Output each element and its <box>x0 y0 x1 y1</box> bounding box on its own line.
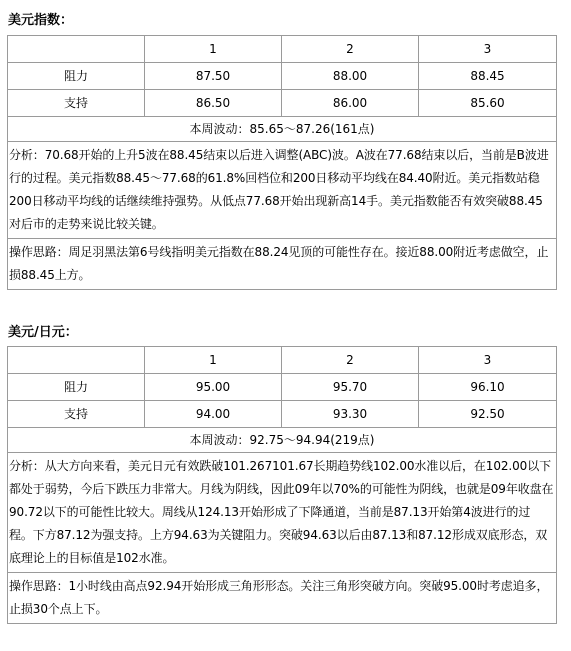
support-value-2: 86.00 <box>282 90 419 117</box>
resistance-row <box>8 63 557 90</box>
support-value-3: 92.50 <box>419 401 557 428</box>
analysis-row <box>8 453 557 573</box>
support-value-3: 85.60 <box>419 90 557 117</box>
weekly-range-row <box>8 428 557 453</box>
strategy-row <box>8 573 557 624</box>
strategy-text: 操作思路：1小时线由高点92.94开始形成三角形形态。关注三角形突破方向。突破95.00时考虑追多，止损30个点上下。 <box>8 573 557 624</box>
header-cell-2: 2 <box>282 347 419 374</box>
strategy-text: 操作思路：周足羽黑法第6号线指明美元指数在88.24见顶的可能性存在。接近88.00附近考虑做空，止损88.45上方。 <box>8 239 557 290</box>
support-value-1: 94.00 <box>145 401 282 428</box>
weekly-range: 本周波动：92.75～94.94(219点) <box>8 428 557 453</box>
header-cell-3: 3 <box>419 36 557 63</box>
section-title-usd-index: 美元指数： <box>8 13 74 28</box>
resistance-value-1: 95.00 <box>145 374 282 401</box>
resistance-row <box>8 374 557 401</box>
resistance-value-2: 88.00 <box>282 63 419 90</box>
header-cell-1: 1 <box>145 347 282 374</box>
weekly-range-row <box>8 117 557 142</box>
row-label-resistance: 阻力 <box>8 63 145 90</box>
support-value-1: 86.50 <box>145 90 282 117</box>
header-cell-2: 2 <box>282 36 419 63</box>
resistance-value-3: 88.45 <box>419 63 557 90</box>
row-label-support: 支持 <box>8 90 145 117</box>
row-label-support: 支持 <box>8 401 145 428</box>
header-cell-1: 1 <box>145 36 282 63</box>
resistance-value-1: 87.50 <box>145 63 282 90</box>
row-label-resistance: 阻力 <box>8 374 145 401</box>
section-title-usd-jpy: 美元/日元： <box>8 325 78 340</box>
header-row <box>8 36 557 63</box>
support-row <box>8 90 557 117</box>
resistance-value-2: 95.70 <box>282 374 419 401</box>
analysis-row <box>8 142 557 239</box>
support-value-2: 93.30 <box>282 401 419 428</box>
resistance-value-3: 96.10 <box>419 374 557 401</box>
strategy-row <box>8 239 557 290</box>
analysis-text: 分析：70.68开始的上升5波在88.45结束以后进入调整(ABC)波。A波在77.68结束以后，当前是B波进行的过程。美元指数88.45～77.68的61.8%回档位和200日移动平均线在84.40附近。美元指数站稳200日移动平均线的话继续维持强势。从低点77.68开始出现新高14手。美元指数能否有效突破88.45对后市的走势来说比较关键。 <box>8 142 557 239</box>
header-cell-empty <box>8 347 145 374</box>
usd-jpy-table <box>7 346 557 624</box>
weekly-range: 本周波动：85.65～87.26(161点) <box>8 117 557 142</box>
analysis-text: 分析：从大方向来看，美元日元有效跌破101.267101.67长期趋势线102.00水准以后，在102.00以下都处于弱势，今后下跌压力非常大。月线为阴线，因此09年以70%的可能性为阴线，也就是09年收盘在90.72以下的可能性比较大。周线从124.13开始形成了下降通道，当前是87.13开始第4波进行的过程。下方87.12为强支持。上方94.63为关键阻力。突破94.63以后由87.13和87.12形成双底形态，双底理论上的目标值是102水准。 <box>8 453 557 573</box>
header-cell-3: 3 <box>419 347 557 374</box>
usd-index-table <box>7 35 557 290</box>
support-row <box>8 401 557 428</box>
header-row <box>8 347 557 374</box>
header-cell-empty <box>8 36 145 63</box>
